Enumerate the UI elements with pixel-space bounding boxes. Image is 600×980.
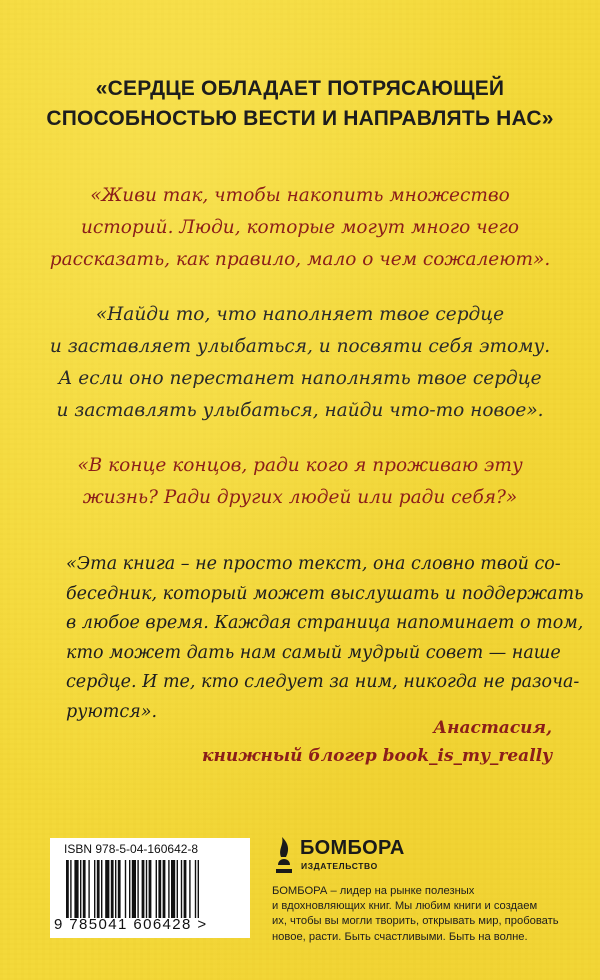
barcode-bar xyxy=(142,860,145,918)
quote-line: «В конце концов, ради кого я проживаю эту xyxy=(77,455,523,476)
isbn-label: ISBN 978-5-04-160642-8 xyxy=(64,842,199,856)
barcode-bar xyxy=(156,860,157,918)
review-line: сердце. И те, кто следует за ним, никогда не разоча- xyxy=(66,672,580,692)
barcode-bar xyxy=(163,860,166,918)
publisher-mark-icon xyxy=(272,835,296,875)
barcode-bar xyxy=(88,860,89,918)
blurb-line: БОМБОРА – лидер на рынке полезных xyxy=(272,885,475,897)
review-text xyxy=(66,550,584,727)
barcode-bar xyxy=(149,860,152,918)
reviewer-name: Анастасия, xyxy=(433,718,552,738)
barcode-bar xyxy=(137,860,138,918)
barcode-bar xyxy=(132,860,136,918)
blurb-line: новое, расти. Быть счастливыми. Быть на волне. xyxy=(272,930,528,943)
quote-line: и заставлять улыбаться, найди что-то новое». xyxy=(56,400,544,421)
publisher-name: БОМБОРА xyxy=(300,837,405,859)
barcode-bar xyxy=(97,860,100,918)
publisher-subtitle: ИЗДАТЕЛЬСТВО xyxy=(301,861,378,871)
barcode-bar xyxy=(146,860,147,918)
quote-line: и заставляет улыбаться, и посвяти себя этому. xyxy=(49,336,551,357)
barcode-bar xyxy=(111,860,114,918)
quote-line: историй. Люди, которые могут много чего xyxy=(80,217,520,238)
barcode-bar xyxy=(171,860,175,918)
barcode-bars xyxy=(66,860,238,918)
barcode-bar xyxy=(74,860,78,918)
quote-line: «Живи так, чтобы накопить множество xyxy=(90,185,510,206)
review-line: «Эта книга – не просто текст, она словно твой со- xyxy=(66,554,561,574)
quote-2 xyxy=(30,299,570,427)
barcode xyxy=(50,838,250,938)
review-line: кто может дать нам самый мудрый совет — наше xyxy=(66,642,561,663)
barcode-bar xyxy=(66,860,69,918)
isbn-digits: 9 785041 606428 > xyxy=(54,916,208,933)
quote-line: жизнь? Ради других людей или ради себя?» xyxy=(82,487,518,508)
headline-line: «СЕРДЦЕ ОБЛАДАЕТ ПОТРЯСАЮЩЕЙ xyxy=(95,77,505,100)
blurb-line: и вдохновляющих книг. Мы любим книги и создаем xyxy=(272,900,538,913)
headline xyxy=(40,74,560,134)
blurb-line: их, чтобы вы могли творить, открывать мир, пробовать xyxy=(272,915,559,928)
headline-line: СПОСОБНОСТЬЮ ВЕСТИ И НАПРАВЛЯТЬ НАС» xyxy=(46,107,554,130)
review-line: в любое время. Каждая страница напоминает о том, xyxy=(66,613,584,633)
barcode-bar xyxy=(177,860,178,918)
barcode-bar xyxy=(80,860,81,918)
barcode-bar xyxy=(184,860,187,918)
barcode-bar xyxy=(125,860,126,918)
barcode-bar xyxy=(70,860,71,918)
quote-line: рассказать, как правило, мало о чем сожалеют». xyxy=(49,249,551,270)
review-line: беседник, который может выслушать и поддержать xyxy=(66,583,584,604)
barcode-bar xyxy=(158,860,161,918)
review-signature xyxy=(202,714,552,770)
barcode-bar xyxy=(118,860,121,918)
barcode-bar xyxy=(129,860,130,918)
barcode-bar xyxy=(181,860,182,918)
quote-line: «Найди то, что наполняет твое сердце xyxy=(95,304,505,325)
barcode-bar xyxy=(83,860,86,918)
barcode-bar xyxy=(115,860,116,918)
reviewer-role: книжный блогер book_is_my_really xyxy=(202,746,552,766)
barcode-bar xyxy=(101,860,102,918)
barcode-bar xyxy=(195,860,196,918)
barcode-bar xyxy=(168,860,169,918)
publisher-blurb xyxy=(272,884,572,945)
quote-1 xyxy=(30,180,570,276)
barcode-bar xyxy=(189,860,190,918)
barcode-bar xyxy=(198,860,199,918)
publisher-logo xyxy=(272,835,472,877)
barcode-bar xyxy=(105,860,109,918)
quote-line: А если оно перестанет наполнять твое сердце xyxy=(58,368,542,389)
review-line: руются». xyxy=(66,701,158,722)
barcode-bar xyxy=(94,860,95,918)
quote-3 xyxy=(30,450,570,514)
